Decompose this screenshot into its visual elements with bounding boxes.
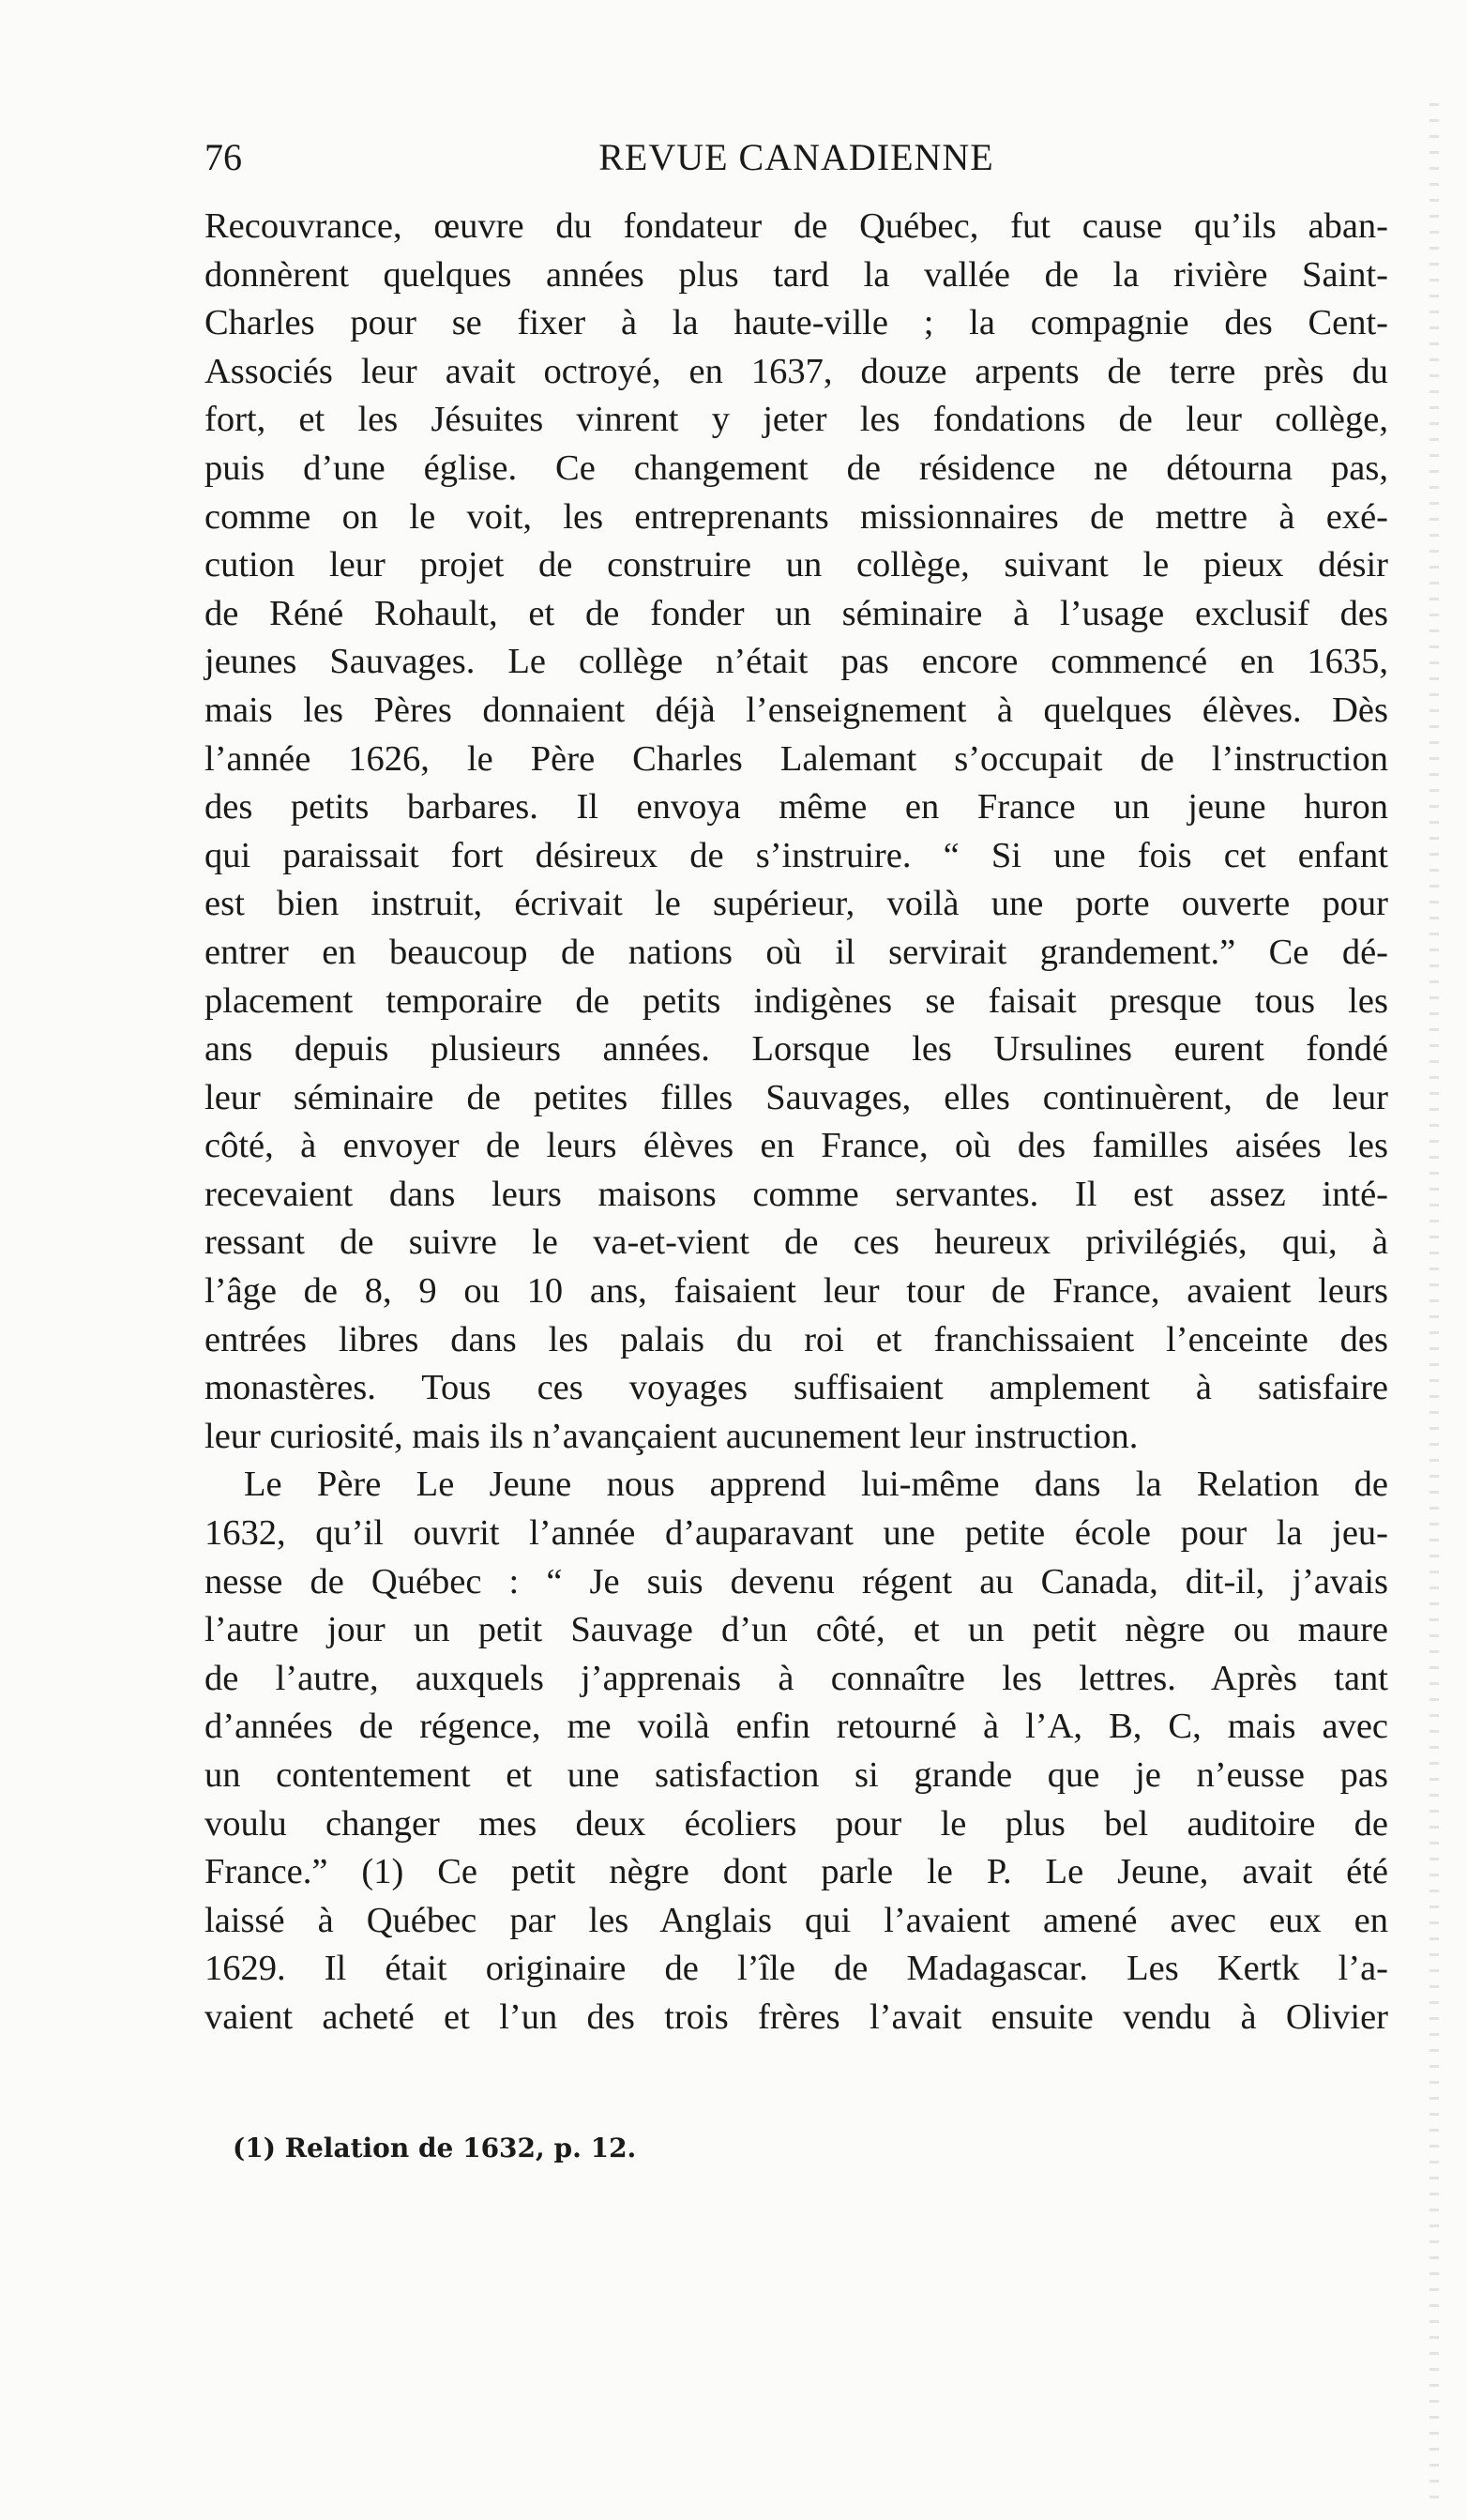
text-line: l’année 1626, le Père Charles Lalemant s’occupait de l’instruction (204, 738, 1388, 779)
text-line: laissé à Québec par les Anglais qui l’avaient amené avec eux en (204, 1900, 1388, 1940)
text-line: placement temporaire de petits indigènes se faisait presque tous les (204, 980, 1388, 1021)
text-line: de l’autre, auxquels j’apprenais à connaître les lettres. Après tant (204, 1658, 1388, 1698)
text-line: 1632, qu’il ouvrit l’année d’auparavant une petite école pour la jeu- (204, 1513, 1388, 1554)
text-line: des petits barbares. Il envoya même en France un jeune huron (204, 787, 1388, 827)
text-line: 1629. Il était originaire de l’île de Madagascar. Les Kertk l’a- (204, 1949, 1388, 1989)
text-line: fort, et les Jésuites vinrent y jeter les fondations de leur collège, (204, 400, 1388, 440)
text-line: l’autre jour un petit Sauvage d’un côté, et un petit nègre ou maure (204, 1610, 1388, 1650)
text-line: leur séminaire de petites filles Sauvages, elles continuèrent, de leur (204, 1077, 1388, 1117)
page-edge-shadow (1429, 103, 1439, 2505)
text-line: entrées libres dans les palais du roi et franchissaient l’enceinte des (204, 1319, 1388, 1359)
text-line: côté, à envoyer de leurs élèves en France, où des familles aisées les (204, 1126, 1388, 1166)
text-line: donnèrent quelques années plus tard la vallée de la rivière Saint- (204, 254, 1388, 295)
text-line: jeunes Sauvages. Le collège n’était pas encore commencé en 1635, (204, 642, 1388, 682)
text-line: monastères. Tous ces voyages suffisaient amplement à satisfaire (204, 1368, 1388, 1408)
text-line: voulu changer mes deux écoliers pour le plus bel auditoire de (204, 1803, 1388, 1844)
text-line: ans depuis plusieurs années. Lorsque les Ursulines eurent fondé (204, 1029, 1388, 1070)
page-number: 76 (204, 136, 242, 178)
footnote: (1) Relation de 1632, p. 12. (233, 2133, 637, 2163)
text-line: un contentement et une satisfaction si grande que je n’eusse pas (204, 1755, 1388, 1795)
text-line: mais les Pères donnaient déjà l’enseignement à quelques élèves. Dès (204, 690, 1388, 730)
text-line: Charles pour se fixer à la haute-ville ; la compagnie des Cent- (204, 303, 1388, 343)
text-line: Associés leur avait octroyé, en 1637, douze arpents de terre près du (204, 351, 1388, 391)
body-text (204, 203, 1388, 2042)
text-line: puis d’une église. Ce changement de résidence ne détourna pas, (204, 448, 1388, 488)
text-line: leur curiosité, mais ils n’avançaient aucunement leur instruction. (204, 1416, 1139, 1456)
running-title: REVUE CANADIENNE (598, 136, 994, 178)
text-line: entrer en beaucoup de nations où il servirait grandement.” Ce dé- (204, 932, 1388, 972)
text-line: vaient acheté et l’un des trois frères l’avait ensuite vendu à Olivier (204, 1996, 1388, 2037)
text-line: comme on le voit, les entreprenants missionnaires de mettre à exé- (204, 496, 1388, 537)
text-line: ressant de suivre le va-et-vient de ces heureux privilégiés, qui, à (204, 1222, 1388, 1263)
text-line: cution leur projet de construire un collège, suivant le pieux désir (204, 545, 1388, 585)
text-line: qui paraissait fort désireux de s’instruire. “ Si une fois cet enfant (204, 835, 1388, 875)
text-line: Le Père Le Jeune nous apprend lui-même dans la Relation de (244, 1465, 1388, 1505)
page-header (204, 129, 1388, 186)
text-line: l’âge de 8, 9 ou 10 ans, faisaient leur tour de France, avaient leurs (204, 1271, 1388, 1312)
text-line: nesse de Québec : “ Je suis devenu régent au Canada, dit-il, j’avais (204, 1561, 1388, 1602)
text-line: recevaient dans leurs maisons comme servantes. Il est assez inté- (204, 1174, 1388, 1214)
text-line: Recouvrance, œuvre du fondateur de Québec, fut cause qu’ils aban- (204, 206, 1388, 246)
text-line: France.” (1) Ce petit nègre dont parle le P. Le Jeune, avait été (204, 1852, 1388, 1892)
text-line: est bien instruit, écrivait le supérieur, voilà une porte ouverte pour (204, 884, 1388, 924)
text-line: d’années de régence, me voilà enfin retourné à l’A, B, C, mais avec (204, 1707, 1388, 1747)
text-line: de Réné Rohault, et de fonder un séminaire à l’usage exclusif des (204, 593, 1388, 633)
